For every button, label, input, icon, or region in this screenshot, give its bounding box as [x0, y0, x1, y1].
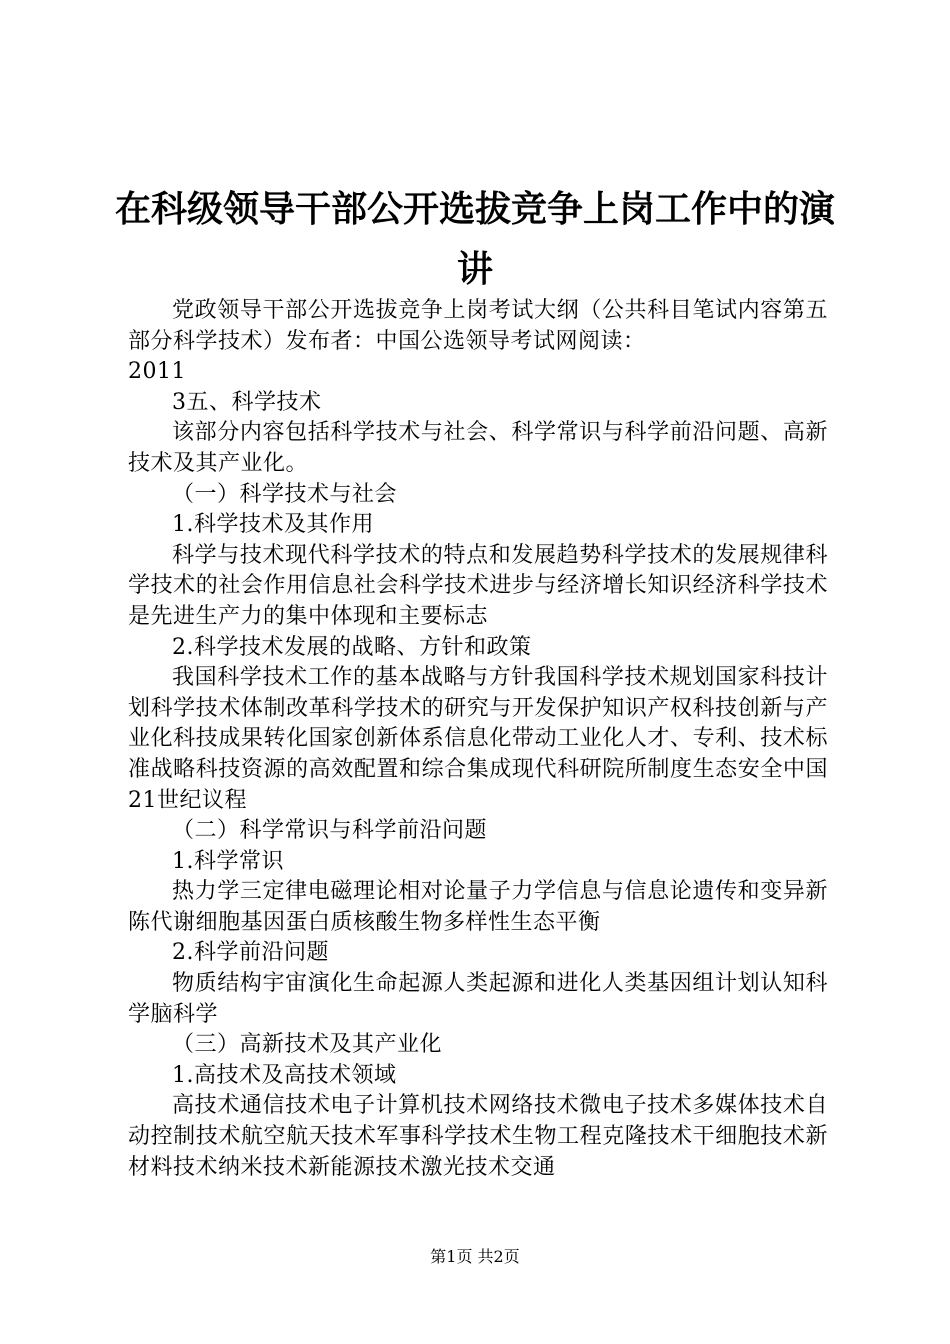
paragraph-intro-text: 党政领导干部公开选拔竞争上岗考试大纲（公共科目笔试内容第五部分科学技术）发布者：中国公选领导考试网阅读：	[128, 298, 828, 354]
item-heading-2-1: 1.科学常识	[172, 848, 284, 874]
item-heading-2-2: 2.科学前沿问题	[172, 940, 329, 966]
paragraph-2-1: 热力学三定律电磁理论相对论量子力学信息与信息论遗传和变异新陈代谢细胞基因蛋白质核酸生物多样性生态平衡	[128, 879, 828, 935]
paragraph-intro-year: 2011	[128, 359, 186, 385]
section-heading-science: 3五、科学技术	[172, 389, 322, 415]
subsection-heading-3: （三）高新技术及其产业化	[172, 1032, 443, 1058]
document-body	[128, 296, 828, 1183]
paragraph-2-2: 物质结构宇宙演化生命起源人类起源和进化人类基因组计划认知科学脑科学	[128, 971, 828, 1027]
item-heading-1-2: 2.科学技术发展的战略、方针和政策	[172, 634, 532, 660]
subsection-heading-2: （二）科学常识与科学前沿问题	[172, 818, 488, 844]
item-heading-3-1: 1.高技术及高技术领域	[172, 1062, 397, 1088]
paragraph-1-1: 科学与技术现代科学技术的特点和发展趋势科学技术的发展规律科学技术的社会作用信息社会科学技术进步与经济增长知识经济科学技术是先进生产力的集中体现和主要标志	[128, 542, 828, 629]
paragraph-3-1: 高技术通信技术电子计算机技术网络技术微电子技术多媒体技术自动控制技术航空航天技术军事科学技术生物工程克隆技术干细胞技术新材料技术纳米技术新能源技术激光技术交通	[128, 1093, 828, 1180]
item-heading-1-1: 1.科学技术及其作用	[172, 512, 374, 538]
paragraph-scope: 该部分内容包括科学技术与社会、科学常识与科学前沿问题、高新技术及其产业化。	[128, 420, 828, 476]
subsection-heading-1: （一）科学技术与社会	[172, 481, 398, 507]
document-title: 在科级领导干部公开选拔竞争上岗工作中的演讲	[114, 189, 835, 290]
page-footer: 第1页 共2页	[430, 1247, 520, 1266]
paragraph-1-2: 我国科学技术工作的基本战略与方针我国科学技术规划国家科技计划科学技术体制改革科学技术的研究与开发保护知识产权科技创新与产业化科技成果转化国家创新体系信息化带动工业化人才、专利、技术标准战略科技资源的高效配置和综合集成现代科研院所制度生态安全中国21世纪议程	[128, 665, 828, 813]
paragraph-intro	[128, 296, 828, 388]
